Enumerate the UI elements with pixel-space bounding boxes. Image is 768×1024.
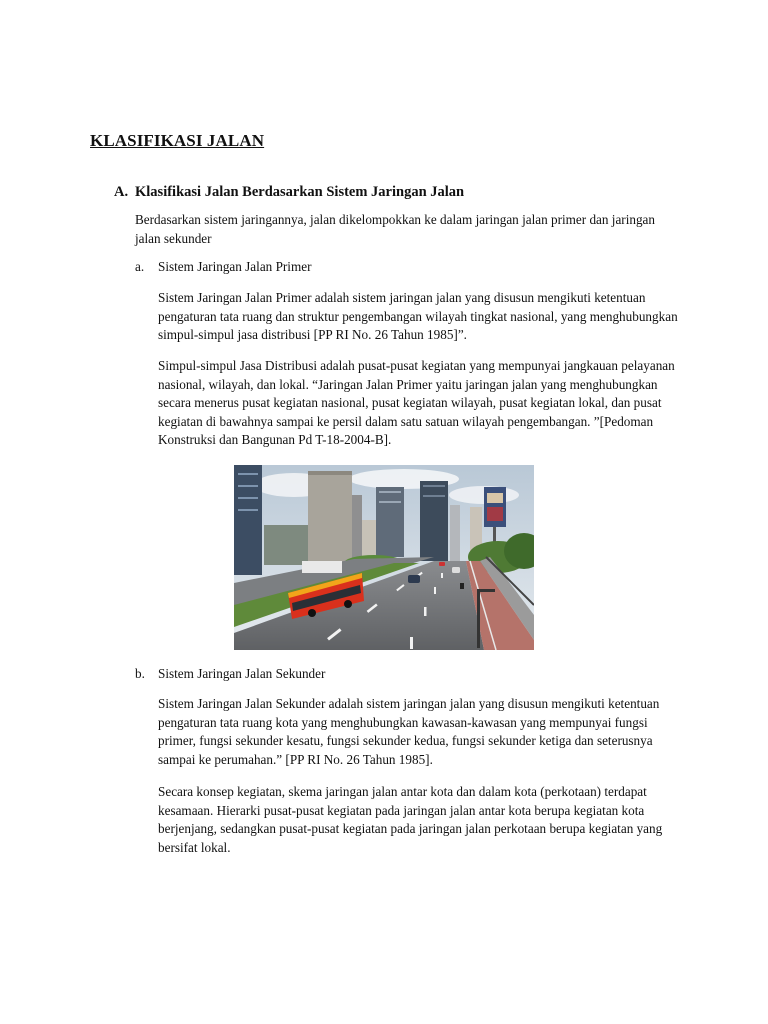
section-a-heading bbox=[114, 184, 464, 201]
sekunder-definition-paragraph: Sistem Jaringan Jalan Sekunder adalah sistem jaringan jalan yang disusun mengikuti ketentuan pengaturan tata ruang kota yang menghubungkan kawasan-kawasan yang mempunyai fungsi primer, fungsi sekunder kesatu, fungsi sekunder kedua, fungsi sekunder ketiga dan seterusnya sampai ke perumahan.” [PP RI No. 26 Tahun 1985]. bbox=[158, 696, 660, 767]
subsection-b-title: Sistem Jaringan Jalan Sekunder bbox=[158, 666, 326, 681]
document-title: KLASIFIKASI JALAN bbox=[90, 131, 265, 150]
primer-definition-paragraph: Sistem Jaringan Jalan Primer adalah sistem jaringan jalan yang disusun mengikuti ketentuan pengaturan tata ruang dan struktur pengembangan wilayah tingkat nasional, yang menghubungkan simpul-simpul jasa distribusi [PP RI No. 26 Tahun 1985]”. bbox=[158, 290, 678, 343]
section-a-number: A. bbox=[114, 184, 129, 200]
section-a-title: Klasifikasi Jalan Berdasarkan Sistem Jaringan Jalan bbox=[135, 184, 465, 200]
city-highway-photo bbox=[234, 465, 534, 650]
distribution-nodes-paragraph: Simpul-simpul Jasa Distribusi adalah pusat-pusat kegiatan yang mempunyai jangkauan pelayanan nasional, wilayah, dan lokal. “Jaringan Jalan Primer yaitu jaringan jalan yang menghubungkan secara menerus pusat kegiatan nasional, pusat kegiatan wilayah, pusat kegiatan lokal, dan pusat kegiatan di bawahnya sampai ke persil dalam satu satuan wilayah pengembangan. ”[Pedoman Konstruksi dan Bangunan Pd T-18-2004-B]. bbox=[158, 358, 675, 448]
subsection-b-heading bbox=[135, 666, 325, 682]
subsection-a-marker: a. bbox=[135, 259, 145, 274]
section-a-intro: Berdasarkan sistem jaringannya, jalan dikelompokkan ke dalam jaringan jalan primer dan jaringan jalan sekunder bbox=[135, 212, 655, 246]
subsection-a-title: Sistem Jaringan Jalan Primer bbox=[158, 259, 312, 274]
subsection-a-heading bbox=[135, 259, 311, 275]
subsection-b-marker: b. bbox=[135, 666, 145, 681]
activity-concept-paragraph: Secara konsep kegiatan, skema jaringan jalan antar kota dan dalam kota (perkotaan) terdapat kesamaan. Hierarki pusat-pusat kegiatan pada jaringan jalan antar kota berupa kegiatan kota berjenjang, sedangkan pusat-pusat kegiatan pada jaringan jalan perkotaan berupa kegiatan yang bersifat lokal. bbox=[158, 784, 663, 855]
